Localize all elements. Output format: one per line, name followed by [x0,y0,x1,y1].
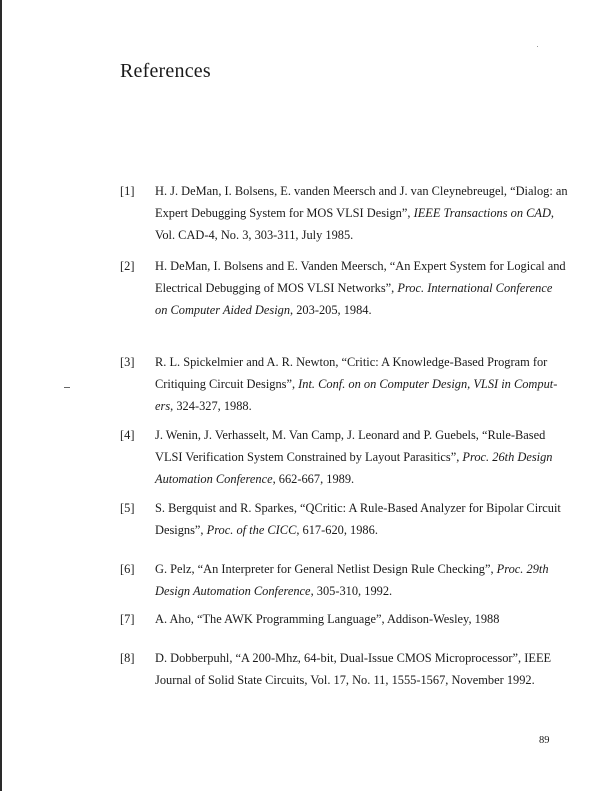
text-segment: Vol. CAD-4, No. 3, 303-311, July 1985. [155,228,354,242]
reference-line [155,468,553,490]
page-number: 89 [539,735,550,746]
reference-number: [6] [120,562,135,576]
text-segment: Journal of Solid State Circuits, Vol. 17, No. 11, 1555-1567, November 1992. [155,673,535,687]
reference-text [155,608,553,630]
text-segment: , 662-667, 1989. [272,472,355,486]
reference-line [155,608,553,630]
reference-text [155,647,553,691]
reference-line [155,580,553,602]
margin-mark [64,387,70,388]
text-segment: Electrical Debugging of MOS VLSI Networks”, [155,281,398,295]
reference-number: [5] [120,501,135,515]
reference-text [155,558,553,602]
text-segment: D. Dobberpuhl, “A 200-Mhz, 64-bit, Dual-Issue CMOS Microprocessor”, IEEE [155,651,552,665]
text-segment: , 617-620, 1986. [296,523,378,537]
text-segment: Critiquing Circuit Designs”, [155,377,299,391]
reference-line [155,373,558,395]
italic-segment: Proc. 29th [496,562,549,576]
text-segment: , 203-205, 1984. [290,303,372,317]
reference-text [155,351,558,417]
reference-number: [1] [120,184,135,198]
italic-segment: IEEE Transactions on CAD [413,206,551,220]
reference-line [155,351,553,373]
text-segment: , 324-327, 1988. [170,399,252,413]
reference-number: [4] [120,428,135,442]
reference-number: [3] [120,355,135,369]
text-segment: , [550,206,555,220]
reference-line [155,180,568,202]
text-segment: Designs”, [155,523,207,537]
italic-segment: on Computer Aided Design [155,303,291,317]
reference-text [155,497,561,541]
reference-number: [2] [120,259,135,273]
text-segment: VLSI Verification System Constrained by Layout Parasitics”, [155,450,463,464]
reference-line [155,424,553,446]
page-left-border [0,0,2,791]
reference-line [155,519,553,541]
reference-line [155,255,566,277]
reference-line [155,647,553,669]
reference-line [155,299,553,321]
text-segment: R. L. Spickelmier and A. R. Newton, “Critic: A Knowledge-Based Program for [155,355,548,369]
reference-line [155,277,553,299]
reference-line [155,446,553,468]
italic-segment: Proc. International Conference [397,281,553,295]
text-segment: , 305-310, 1992. [310,584,393,598]
reference-text [155,255,566,321]
reference-text [155,424,553,490]
text-segment: S. Bergquist and R. Sparkes, “QCritic: A Rule-Based Analyzer for Bipolar Circuit [155,501,561,515]
reference-line [155,202,553,224]
reference-line [155,669,553,691]
reference-line [155,558,553,580]
reference-line [155,497,561,519]
reference-number: [8] [120,651,135,665]
italic-segment: ers [155,399,171,413]
text-segment: H. J. DeMan, I. Bolsens, E. vanden Meersch and J. van Cleynebreugel, “Dialog: an [155,184,568,198]
text-segment: G. Pelz, “An Interpreter for General Netlist Design Rule Checking”, [155,562,497,576]
scan-speck [537,46,538,47]
reference-line [155,224,553,246]
text-segment: A. Aho, “The AWK Programming Language”, Addison-Wesley, 1988 [155,612,500,626]
reference-text [155,180,568,246]
italic-segment: Int. Conf. on on Computer Design, VLSI in Comput- [298,377,558,391]
italic-segment: Proc. 26th Design [462,450,553,464]
italic-segment: Automation Conference [155,472,273,486]
text-segment: H. DeMan, I. Bolsens and E. Vanden Meersch, “An Expert System for Logical and [155,259,566,273]
italic-segment: Design Automation Conference [155,584,311,598]
reference-line [155,395,553,417]
text-segment: J. Wenin, J. Verhasselt, M. Van Camp, J. Leonard and P. Guebels, “Rule-Based [155,428,546,442]
text-segment: Expert Debugging System for MOS VLSI Design”, [155,206,414,220]
page-title: References [120,60,211,82]
italic-segment: Proc. of the CICC [206,523,297,537]
reference-number: [7] [120,612,135,626]
